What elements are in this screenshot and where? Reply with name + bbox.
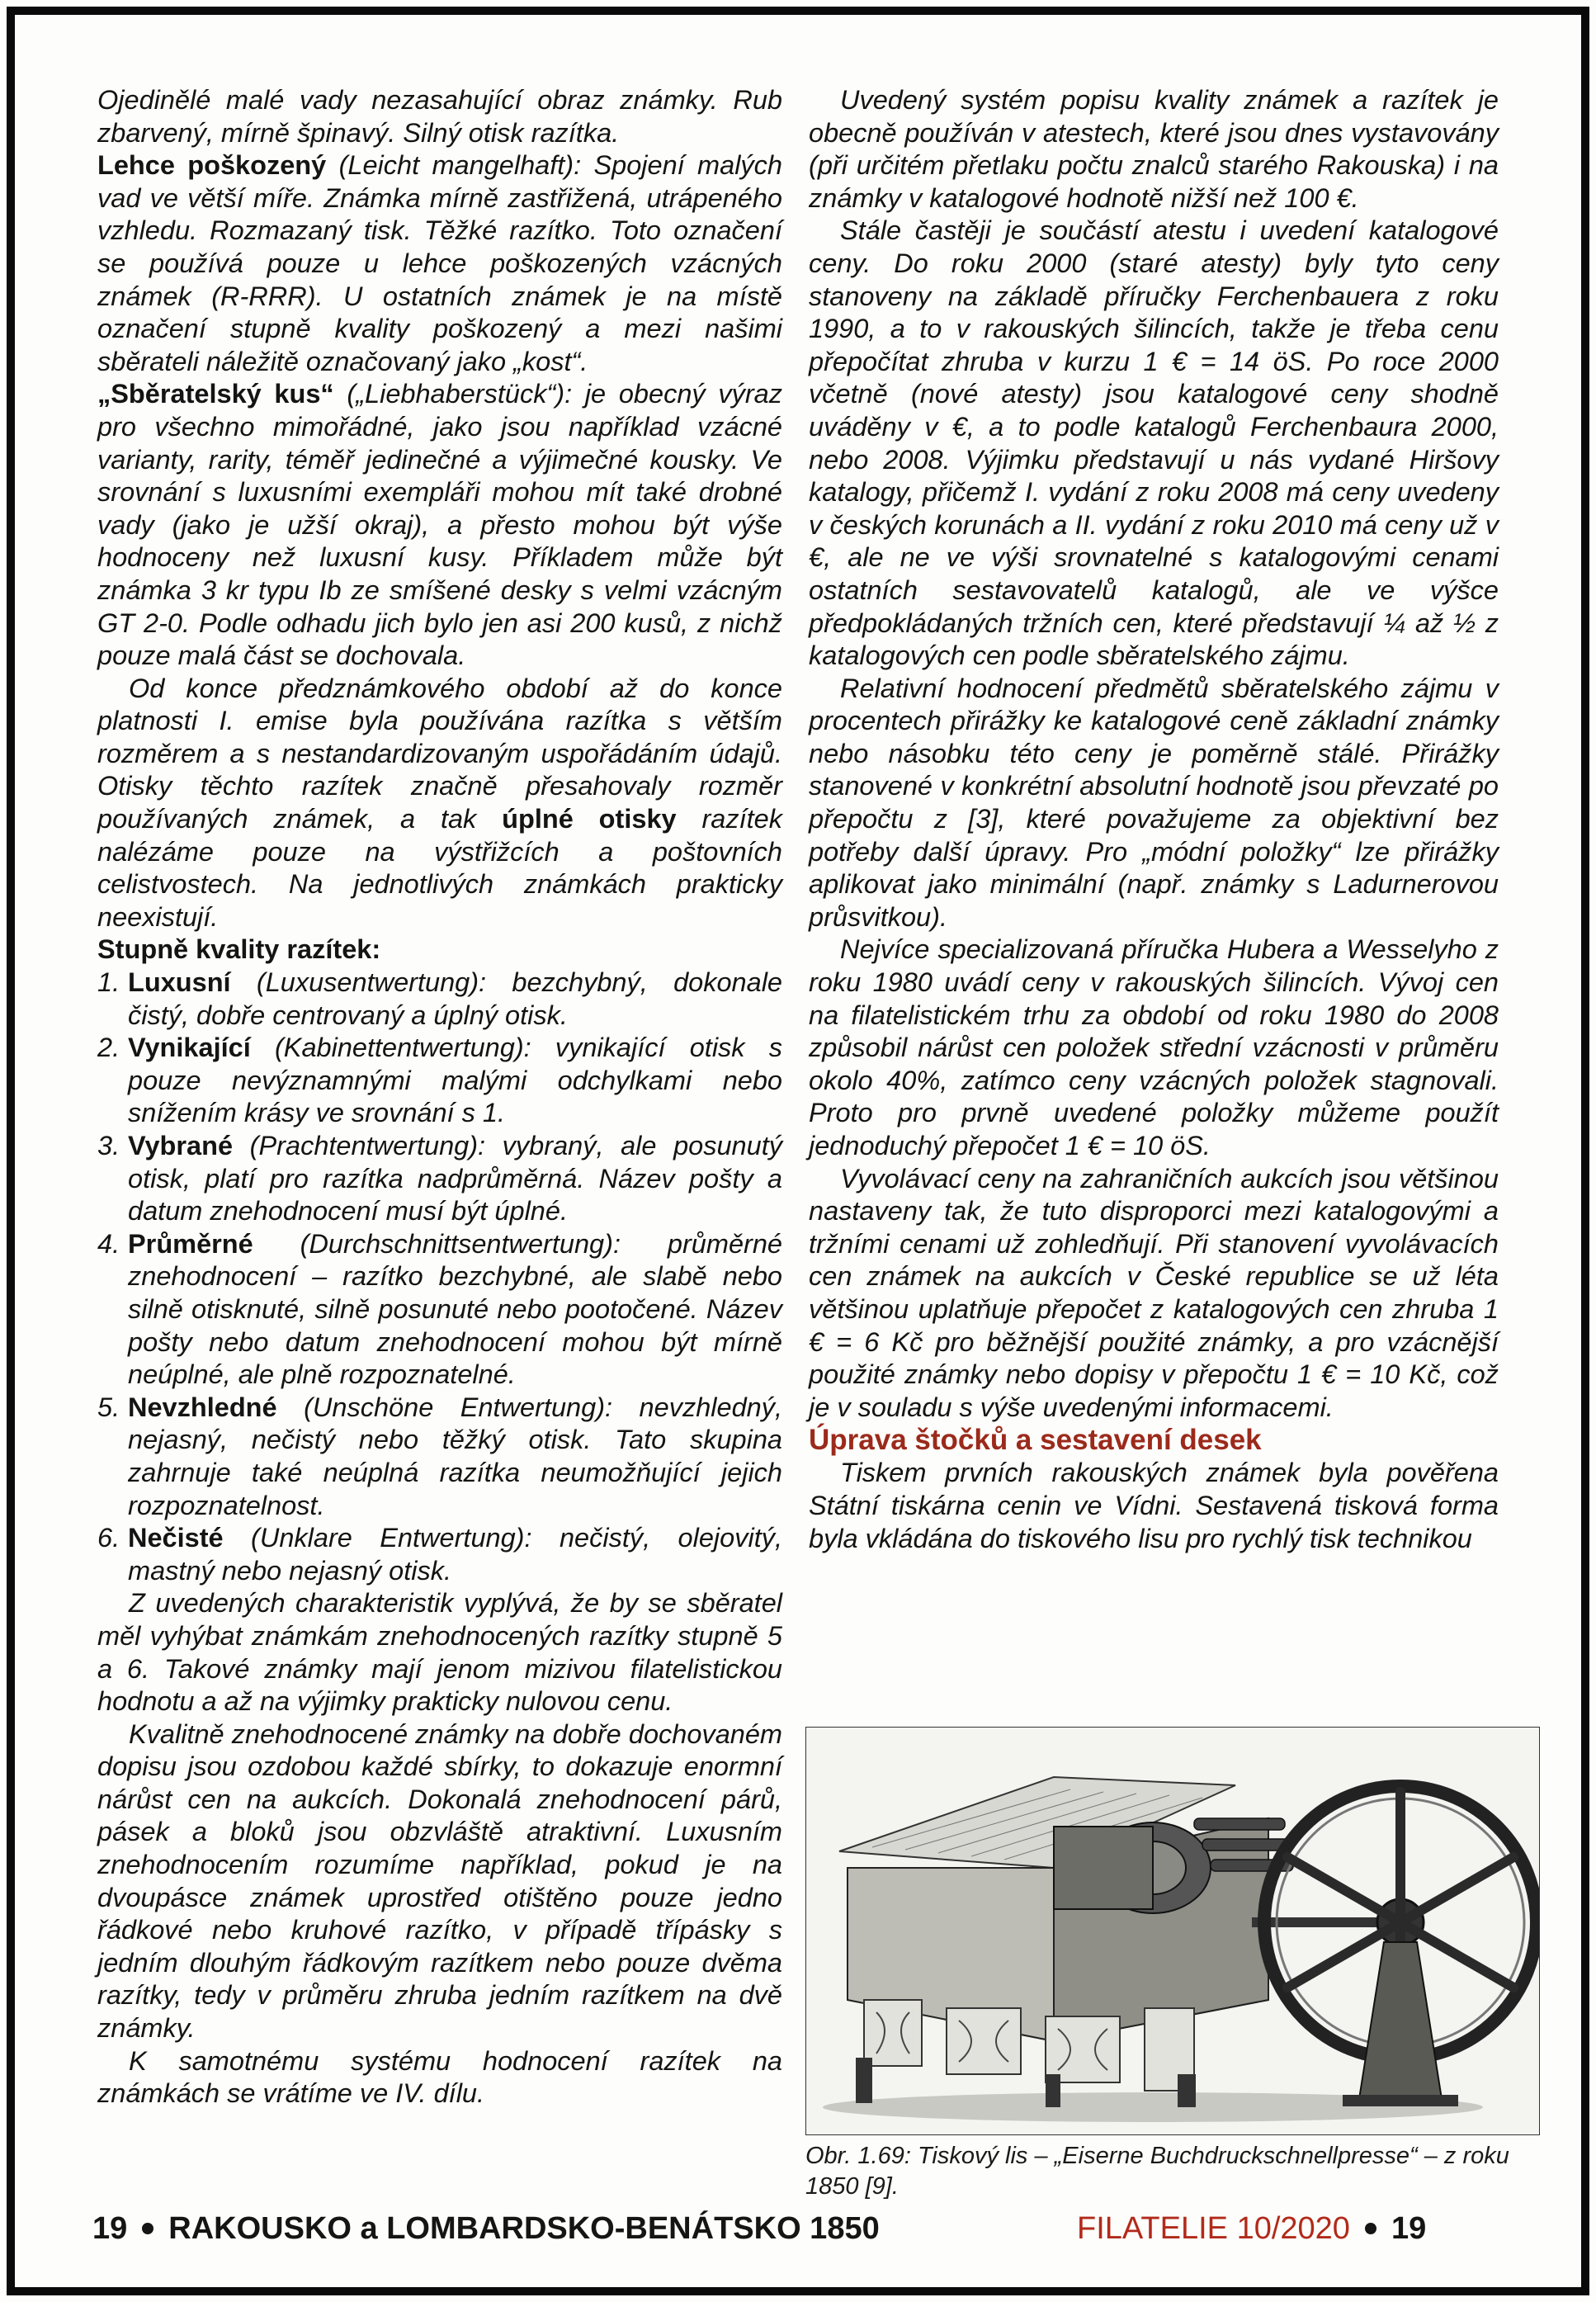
- paragraph: Ojedinělé malé vady nezasahující obraz známky. Rub zbarvený, mírně špinavý. Silný otisk razítka.: [97, 85, 782, 148]
- quality-list: [97, 967, 782, 1587]
- paragraph-text: (Leicht mangelhaft): Spojení malých vad ve větší míře. Známka mírně zastřižená, utrápeného vzhledu. Rozmazaný tisk. Těžké razítko. Toto označení se používá pouze u lehce poškozených vzácných známek (R-RRR). U ostatních známek je na místě označení stupně kvality poškozený a mezi našimi sběrateli náležitě označovaný jako „kost“.: [97, 150, 782, 376]
- paragraph: K samotnému systému hodnocení razítek na známkách se vrátíme ve IV. dílu.: [97, 2045, 782, 2109]
- paragraph-text: Od konce předznámkového období až do konce platnosti I. emise byla používána razítka s větším rozměrem a s nestandardizovaným uspořádáním údajů. Otisky těchto razítek značně přesahovaly rozměr používaných známek, a tak: [97, 673, 782, 834]
- page-number: 19: [92, 2211, 128, 2246]
- term-sberatelsky-kus: „Sběratelský kus“: [97, 379, 334, 409]
- page-number: 19: [1391, 2211, 1427, 2246]
- paragraph: Relativní hodnocení předmětů sběratelského zájmu v procentech přirážky ke katalogové ceně základní známky nebo násobku této ceny je poměrně stálé. Přirážky stanovené v konkrétní absolutní hodnotě jsou převzaté po přepočtu z [3], které považujeme za objektivní bez potřeby další úpravy. Pro „módní položky“ lze přirážky aplikovat jako minimální (např. známky s Ladurnerovou průsvitkou).: [809, 673, 1499, 932]
- footer-right: [1077, 2210, 1426, 2247]
- term-uplne-otisky: úplné otisky: [502, 804, 677, 834]
- footer-series-title: RAKOUSKO a LOMBARDSKO-BENÁTSKO 1850: [168, 2211, 880, 2246]
- figure-caption: Obr. 1.69: Tiskový lis – „Eiserne Buchdruckschnellpresse“ – z roku 1850 [9].: [805, 2143, 1509, 2200]
- paragraph: Z uvedených charakteristik vyplývá, že by se sběratel měl vyhýbat známkám znehodnocených razítky stupně 5 a 6. Takové známky mají jenom mizivou filatelistickou hodnotu a až na výjimky prakticky nulovou cenu.: [97, 1588, 782, 1717]
- list-item: [97, 967, 782, 1032]
- printing-press-figure: [805, 1727, 1540, 2135]
- footer-left: [92, 2210, 880, 2247]
- paragraph: Uvedený systém popisu kvality známek a razítek je obecně používán v atestech, které jsou dnes vystavovány (při určitém přetlaku počtu znalců starého Rakouska) i na známky v katalogové hodnotě nižší než 100 €.: [809, 85, 1499, 213]
- list-number: 3.: [97, 1131, 120, 1160]
- paragraph: [97, 149, 782, 378]
- list-number: 6.: [97, 1523, 120, 1553]
- paragraph-text: („Liebhaberstück“): je obecný výraz pro všechno mimořádné, jako jsou například vzácné varianty, rarity, téměř jedinečné a výjimečné kousky. Ve srovnání s luxusními exempláři mohou mít také drobné vady (jako je užší okraj), a přesto mohou být výše hodnoceny než luxusní kusy. Příkladem může být známka 3 kr typu Ib ze smíšené desky s velmi vzácným GT 2-0. Podle odhadu jich bylo jen asi 200 kusů, z nichž pouze malá část se dochovala.: [97, 379, 782, 671]
- list-text: (Unklare Entwertung): nečistý, olejovitý, mastný nebo nejasný otisk.: [128, 1523, 782, 1586]
- list-text: (Durchschnittsentwertung): průměrné znehodnocení – razítko bezchybné, ale slabě nebo silně otisknuté, silně posunuté nebo pootočené. Název pošty nebo datum znehodnocení mohou být mírně neúplné, ale plně rozpoznatelné.: [128, 1228, 782, 1390]
- printing-press-illustration: [806, 1728, 1539, 2134]
- list-term: Vybrané: [128, 1131, 234, 1160]
- list-term: Vynikající: [128, 1033, 251, 1063]
- paragraph: Tiskem prvních rakouských známek byla pověřena Státní tiskárna cenin ve Vídni. Sestavená tisková forma byla vkládána do tiskového lisu pro rychlý tisk technikou: [809, 1458, 1499, 1553]
- paragraph: Nejvíce specializovaná příručka Hubera a Wesselyho z roku 1980 uvádí ceny v rakouských šilincích. Vývoj cen na filatelistickém trhu za období od roku 1980 do 2008 způsobil nárůst cen položek střední vzácnosti v průměru okolo 40%, zatímco ceny vzácných položek stagnovali. Proto pro prvně uvedené položky můžeme použít jednoduchý přepočet 1 € = 10 öS.: [809, 934, 1499, 1160]
- list-text: (Unschöne Entwertung): nevzhledný, nejasný, nečistý nebo těžký otisk. Tato skupina zahrnuje také neúplná razítka neumožňující jejich rozpoznatelnost.: [128, 1392, 782, 1520]
- term-lehce-poskozeny: Lehce poškozený: [97, 150, 327, 181]
- list-item: [97, 1130, 782, 1228]
- bullet-icon: [142, 2223, 153, 2234]
- list-term: Nevzhledné: [128, 1392, 277, 1422]
- bullet-icon: [1365, 2223, 1376, 2234]
- list-text: (Luxusentwertung): bezchybný, dokonale čistý, dobře centrovaný a úplný otisk.: [128, 967, 782, 1030]
- list-term: Nečisté: [128, 1523, 224, 1553]
- list-item: [97, 1228, 782, 1392]
- paragraph: [97, 673, 782, 934]
- list-term: Průměrné: [128, 1228, 253, 1259]
- list-text: (Prachtentwertung): vybraný, ale posunutý otisk, platí pro razítka nadprůměrná. Název pošty a datum znehodnocení musí být úplné.: [128, 1131, 782, 1227]
- list-item: [97, 1392, 782, 1522]
- list-item: [97, 1032, 782, 1130]
- paragraph: Stále častěji je součástí atestu i uvedení katalogové ceny. Do roku 2000 (staré atesty) byly tyto ceny stanoveny na základě příručky Ferchenbauera z roku 1990, a to v rakouských šilincích, takže je třeba cenu přepočítat zhruba v kurzu 1 € = 14 öS. Po roce 2000 včetně (nové atesty) jsou katalogové ceny shodně uváděny v €, a to podle katalogů Ferchenbaura 2000, nebo 2008. Výjimku představují u nás vydané Hiršovy katalogy, přičemž I. vydání z roku 2008 má ceny uvedeny v českých korunách a II. vydání z roku 2010 má ceny už v €, ale ne ve výši srovnatelné s katalogovými cenami ostatních sestavovatelů katalogů, ale ve výšce předpokládaných tržních cen, které představují ¼ až ½ z katalogových cen podle sběratelského zájmu.: [809, 215, 1499, 671]
- list-number: 2.: [97, 1033, 120, 1063]
- list-number: 4.: [97, 1228, 120, 1259]
- paragraph: [97, 378, 782, 672]
- list-text: (Kabinettentwertung): vynikající otisk s pouze nevýznamnými malými odchylkami nebo snížením krásy ve srovnání s 1.: [128, 1033, 782, 1128]
- list-item: [97, 1522, 782, 1587]
- paragraph-text: razítek nalézáme pouze na výstřižcích a poštovních celistvostech. Na jednotlivých známkách prakticky neexistují.: [97, 804, 782, 932]
- list-number: 5.: [97, 1392, 120, 1422]
- left-column: [97, 84, 782, 2111]
- right-column: [809, 84, 1499, 1555]
- paragraph: Vyvolávací ceny na zahraničních aukcích jsou většinou nastaveny tak, že tuto disproporci mezi katalogovými a tržními cenami už zohledňují. Při stanovení vyvolávacích cen známek na aukcích v České republice se už léta většinou uplatňuje přepočet z katalogových cen zhruba 1 € = 6 Kč pro běžnější použité známky, a pro vzácnější použité známky nebo dopisy v přepočtu 1 € = 10 Kč, což je v souladu s výše uvedenými informacemi.: [809, 1163, 1499, 1422]
- magazine-name: FILATELIE 10/2020: [1077, 2211, 1350, 2246]
- paragraph: Kvalitně znehodnocené známky na dobře dochovaném dopisu jsou ozdobou každé sbírky, to dokazuje enormní nárůst cen na aukcích. Dokonalá znehodnocení párů, pásek a bloků jsou obzvláště atraktivní. Luxusním znehodnocením rozumíme například, pokud je na dvoupásce známek uprostřed otištěno pouze jedno řádkové nebo kruhové razítko, v případě třípásky s jedním dlouhým řádkovým razítkem nebo pouze dvěma razítky, tedy v průměru zhruba jedním razítkem na dvě známky.: [97, 1718, 782, 2044]
- list-heading: Stupně kvality razítek:: [97, 934, 381, 965]
- section-title: Úprava štočků a sestavení desek: [809, 1424, 1262, 1457]
- list-term: Luxusní: [128, 967, 231, 998]
- list-number: 1.: [97, 967, 120, 998]
